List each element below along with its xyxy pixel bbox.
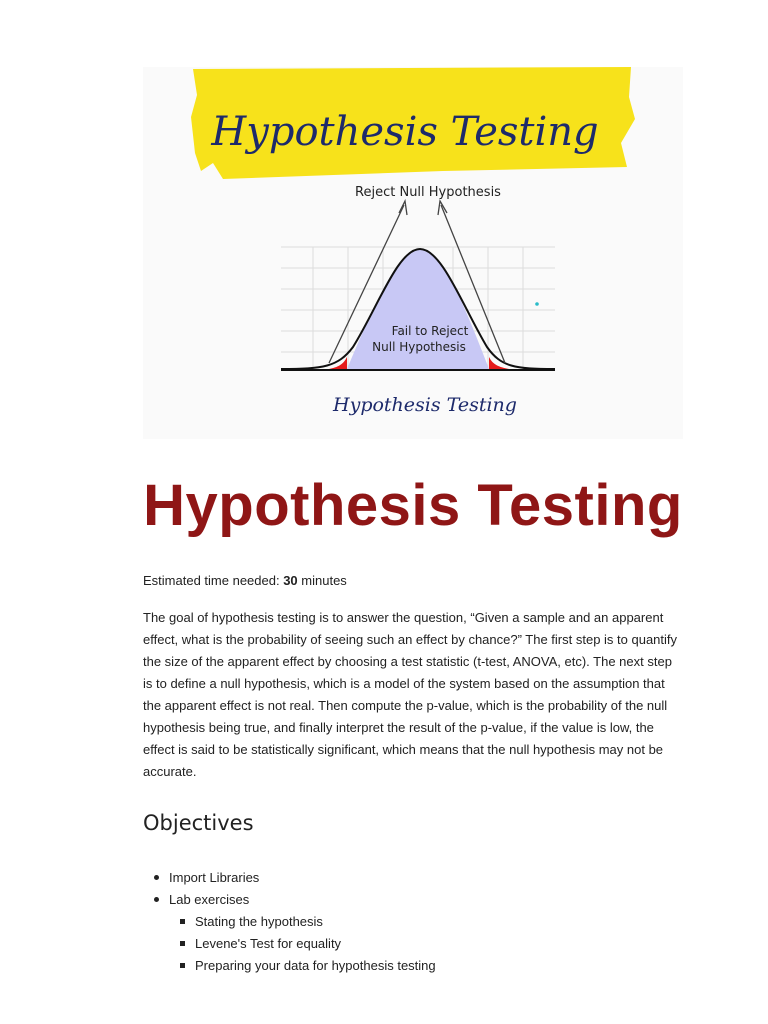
objective-subitem (195, 955, 709, 977)
objectives-heading: Objectives (143, 811, 254, 835)
objective-label: Import Libraries (169, 870, 260, 885)
objective-subitem-label: Preparing your data for hypothesis testing (195, 958, 436, 973)
page-title: Hypothesis Testing (143, 473, 683, 538)
fail-to-reject-label-line1: Fail to Reject (391, 324, 469, 338)
estimated-time-prefix: Estimated time needed: (143, 573, 284, 588)
intro-paragraph: The goal of hypothesis testing is to answer the question, “Given a sample and an apparent effect, what is the probability of seeing such an effect by chance?” The first step is to quantify the size of the apparent effect by choosing a test statistic (t-test, ANOVA, etc). The next step is to define a null hypothesis, which is a model of the system based on the assumption that the apparent effect is not real. Then compute the p-value, which is the probability of the null hypothesis being true, and finally interpret the result of the p-value, if the value is low, the effect is said to be statistically significant, which means that the null hypothesis may not be accurate. (143, 610, 678, 779)
cyan-dot (535, 302, 539, 306)
bell-curve-graphic (143, 67, 683, 439)
banner-title: Hypothesis Testing (211, 109, 599, 155)
reject-null-label: Reject Null Hypothesis (355, 185, 501, 200)
objective-label: Lab exercises (169, 892, 250, 907)
objectives-sublist (169, 911, 709, 977)
objective-subitem-label: Levene's Test for equality (195, 936, 342, 951)
objective-subitem (195, 911, 709, 933)
footer-script-title: Hypothesis Testing (333, 394, 517, 416)
estimated-time-suffix: minutes (297, 573, 347, 588)
estimated-time-value: 30 (283, 573, 298, 588)
objective-item (169, 867, 709, 889)
estimated-time (143, 570, 683, 592)
objective-subitem (195, 933, 709, 955)
hero-illustration (143, 67, 683, 439)
objective-item (169, 889, 709, 977)
fail-to-reject-label-line2: Null Hypothesis (372, 340, 466, 354)
objectives-list (143, 867, 709, 977)
objective-subitem-label: Stating the hypothesis (195, 914, 323, 929)
